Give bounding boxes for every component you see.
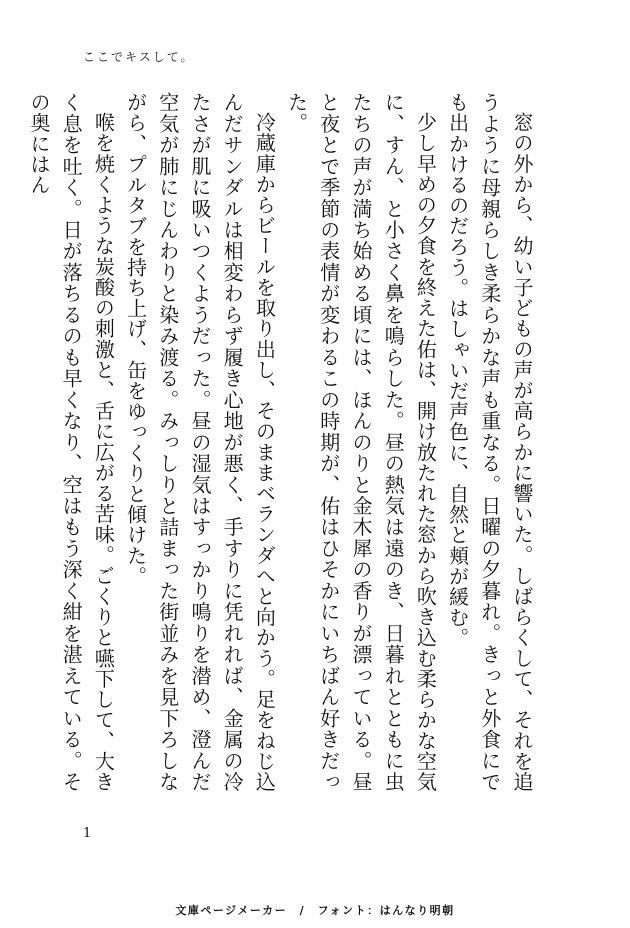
running-header-title: ここでキスして。 (83, 50, 195, 64)
paragraph: 窓の外から、幼い子どもの声が高らかに響いた。しばらくして、それを追うように母親らしき柔らかな声も重なる。日曜の夕暮れ。きっと外食にでも出かけるのだろう。はしゃいだ声色に、自然と頬が緩む。 (445, 92, 534, 792)
paragraph: 喉を焼くような炭酸の刺激と、舌に広がる苦味。ごくりと嚥下して、大きく息を吐く。日が落ちるのも早くなり、空はもう深く紺を湛えている。その奥にはん (26, 92, 116, 792)
page-number: 1 (83, 826, 92, 841)
vertical-body-text (23, 92, 538, 792)
footer-credit: 文庫ページメーカー / フォント：はんなり明朝 (175, 904, 455, 917)
paragraph: 冷蔵庫からビールを取り出し、そのままベランダへと向かう。足をねじ込んだサンダルは相変わらず履き心地が悪く、手すりに凭れれば、金属の冷たさが肌に吸いつくようだった。昼の湿気はすっかり鳴りを潜め、澄んだ空気が肺にじんわりと染み渡る。みっしりと詰まった街並みを見下ろしながら、プルタブを持ち上げ、缶をゆっくりと傾けた。 (123, 92, 277, 792)
paragraph: 少し早めの夕食を終えた佑は、開け放たれた窓から吹き込む柔らかな空気に、すん、と小さく鼻を鳴らした。昼の熱気は遠のき、日暮れとともに虫たちの声が満ち始める頃には、ほんのりと金木犀の香りが漂っている。昼と夜とで季節の表情が変わるこの時期が、佑はひそかにいちばん好きだった。 (284, 92, 438, 792)
